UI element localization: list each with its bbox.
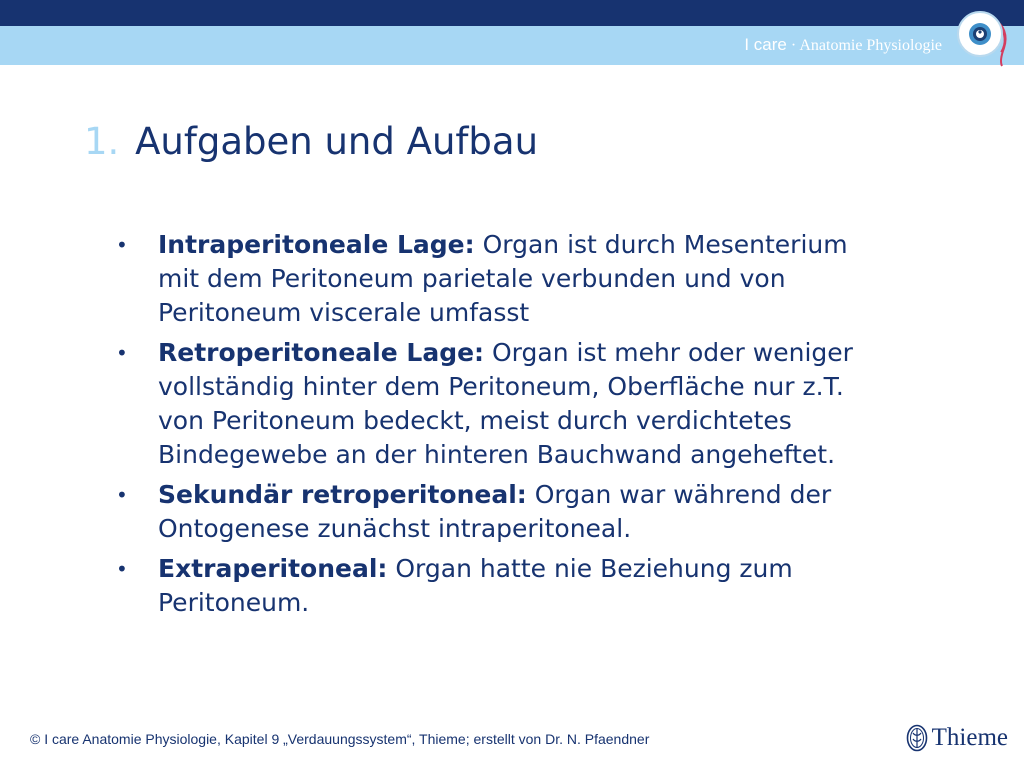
slide-title (84, 120, 538, 163)
brand-label (744, 35, 942, 55)
bullet-term: Sekundär retroperitoneal: (158, 480, 527, 509)
bullet-list (116, 228, 896, 626)
bullet-term: Extraperitoneal: (158, 554, 388, 583)
brand-strong: I care (744, 35, 787, 54)
bullet-item (116, 228, 896, 330)
bullet-marker: • (116, 341, 128, 365)
header-bar-dark (0, 0, 1024, 26)
footer-copyright: © I care Anatomie Physiologie, Kapitel 9 „Verdauungssystem“, Thieme; erstellt von Dr. N. Pfaendner (30, 731, 650, 747)
thieme-emblem-icon (906, 724, 928, 752)
bullet-item (116, 336, 896, 472)
bullet-text: Organ ist mehr oder weniger vollständig hinter dem Peritoneum, Oberfläche nur z.T. von Peritoneum bedeckt, meist durch verdichtetes Bindegewebe an der hinteren Bauchwand angeheftet. (158, 338, 853, 469)
bullet-marker: • (116, 557, 128, 581)
bullet-term: Retroperitoneale Lage: (158, 338, 485, 367)
bullet-marker: • (116, 233, 128, 257)
bullet-text: Organ ist durch Mesenterium mit dem Peritoneum parietale verbunden und von Peritoneum viscerale umfasst (158, 230, 848, 327)
slide-title-text: Aufgaben und Aufbau (135, 120, 539, 163)
bullet-item (116, 478, 896, 546)
bullet-text: Organ hatte nie Beziehung zum Peritoneum. (158, 554, 793, 617)
bullet-term: Intraperitoneale Lage: (158, 230, 475, 259)
brand-rest: · Anatomie Physiologie (786, 37, 942, 54)
eye-icon (954, 6, 1012, 68)
bullet-item (116, 552, 896, 620)
bullet-text: Organ war während der Ontogenese zunächst intraperitoneal. (158, 480, 832, 543)
thieme-logo (906, 724, 1008, 752)
publisher-name: Thieme (931, 724, 1008, 751)
slide-number: 1. (84, 120, 120, 163)
bullet-marker: • (116, 483, 128, 507)
